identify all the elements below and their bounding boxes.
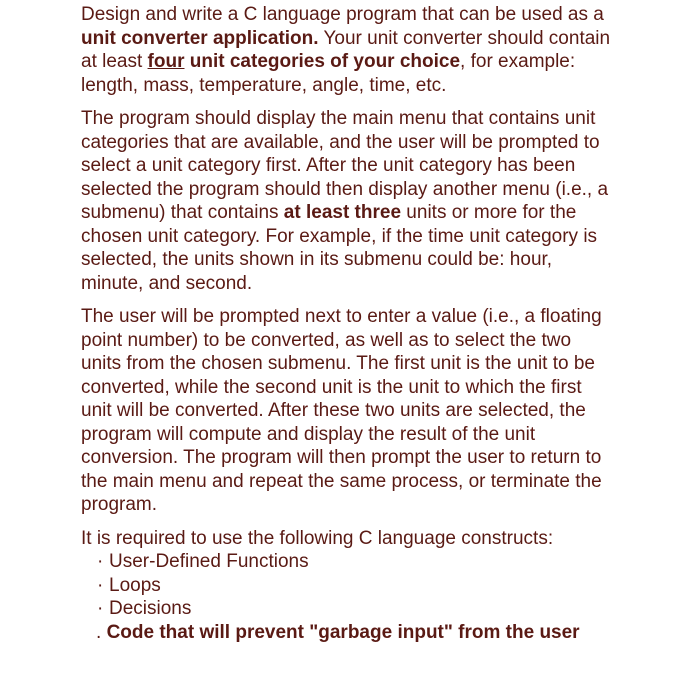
requirement-garbage-input: . Code that will prevent "garbage input" from the user (96, 621, 580, 643)
list-item: · Loops (97, 574, 161, 596)
bullet-icon: · (97, 574, 104, 596)
constructs-list (81, 550, 611, 621)
intro-text: , for example: length, mass, temperature, angle, time, etc. (81, 51, 576, 96)
list-item: · User-Defined Functions (97, 551, 309, 572)
paragraph-intro (81, 3, 611, 97)
paragraph-menu (81, 107, 611, 295)
bullet-icon: . (96, 621, 102, 643)
intro-emphasis-categories: unit categories of your choice (184, 51, 461, 72)
intro-text: Your unit converter should contain at least (81, 27, 611, 72)
menu-emphasis-at-least-three: at least three (283, 202, 402, 223)
requirements-intro: It is required to use the following C language constructs: (81, 527, 554, 549)
intro-emphasis-application: unit converter application. (81, 27, 319, 49)
intro-emphasis-four: four (147, 51, 185, 72)
menu-text: units or more for the chosen unit category. For example, if the time unit category is selected, the units shown in its submenu could be: hour, minute, and second. (81, 202, 598, 294)
bullet-icon: · (97, 551, 104, 572)
intro-text: Design and write a C language program that can be used as a (81, 4, 604, 25)
list-item: · Decisions (97, 598, 192, 619)
document-body (81, 3, 611, 644)
bullet-icon: · (97, 598, 104, 619)
menu-text: The program should display the main menu that contains unit categories that are available, and the user will be prompted to select a unit category first. After the unit category has been selected the program should then display another menu (i.e., a submenu) that contains (81, 108, 609, 223)
paragraph-conversion: The user will be prompted next to enter a value (i.e., a floating point number) to be converted, as well as to select the two units from the chosen submenu. The first unit is the unit to be converted, while the second unit is the unit to which the first unit will be converted. After these two units are selected, the program will compute and display the result of the unit conversion. The program will then prompt the user to return to the main menu and repeat the same process, or terminate the program. (81, 306, 602, 515)
requirements-section (81, 527, 611, 645)
